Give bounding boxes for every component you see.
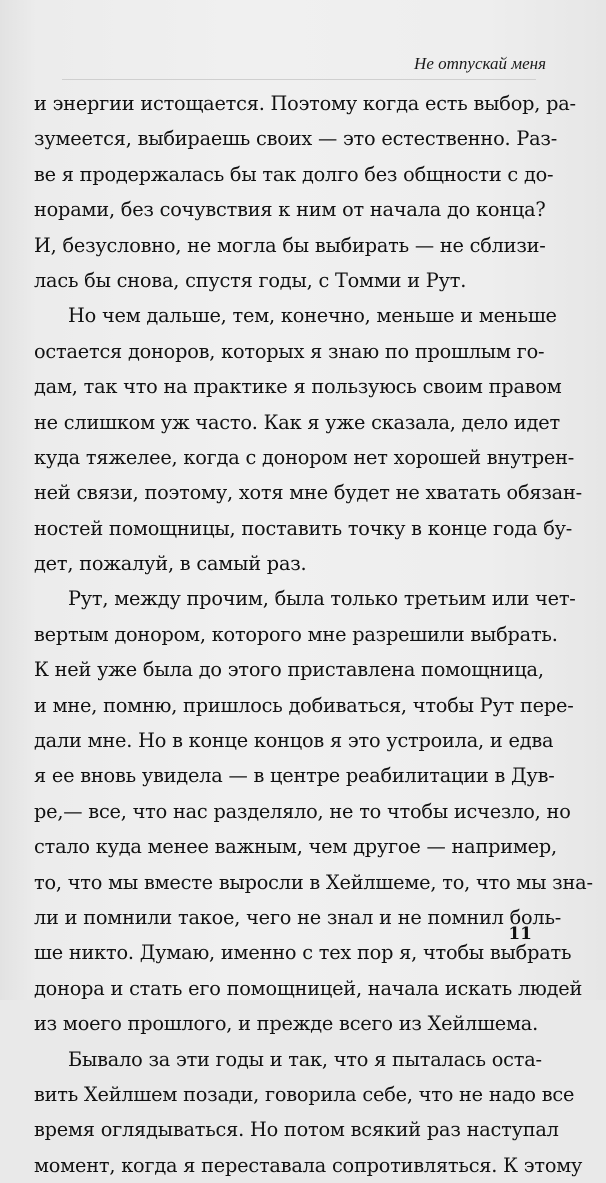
text-line: норами, без сочувствия к ним от начала до конца? bbox=[34, 198, 546, 222]
paragraph bbox=[34, 581, 593, 1041]
text-line: я ее вновь увидела — в центре реабилитации в Дув- bbox=[34, 764, 555, 788]
text-line: из моего прошлого, и прежде всего из Хейлшема. bbox=[34, 1012, 539, 1036]
text-line: дет, пожалуй, в самый раз. bbox=[34, 552, 307, 576]
text-line: стало куда менее важным, чем другое — например, bbox=[34, 835, 557, 859]
text-line: и энергии истощается. Поэтому когда есть выбор, ра- bbox=[34, 92, 576, 115]
running-head-title: Не отпускай меня bbox=[414, 54, 546, 73]
paragraph bbox=[34, 1042, 583, 1183]
text-line: Бывало за эти годы и так, что я пыталась оста- bbox=[68, 1047, 542, 1071]
text-line: зумеется, выбираешь своих — это естественно. Раз- bbox=[34, 127, 558, 151]
text-line: К ней уже была до этого приставлена помощница, bbox=[34, 658, 544, 682]
text-line: куда тяжелее, когда с донором нет хорошей внутрен- bbox=[34, 445, 575, 469]
text-line: И, безусловно, не могла бы выбирать — не сблизи- bbox=[34, 233, 546, 257]
text-line: вить Хейлшем позади, говорила себе, что не надо все bbox=[34, 1082, 575, 1106]
text-line: донора и стать его помощницей, начала искать людей bbox=[34, 976, 583, 1000]
text-line: момент, когда я переставала сопротивляться. К этому bbox=[34, 1153, 583, 1177]
text-line: лась бы снова, спустя годы, с Томми и Рут. bbox=[34, 268, 467, 292]
text-line: ше никто. Думаю, именно с тех пор я, чтобы выбрать bbox=[34, 941, 572, 965]
text-line: ре,— все, что нас разделяло, не то чтобы исчезло, но bbox=[34, 799, 571, 823]
body-text bbox=[34, 86, 593, 1183]
text-line: не слишком уж часто. Как я уже сказала, дело идет bbox=[34, 410, 560, 434]
text-line: вертым донором, которого мне разрешили выбрать. bbox=[34, 622, 558, 646]
header-rule bbox=[62, 79, 536, 80]
text-line: Но чем дальше, тем, конечно, меньше и меньше bbox=[68, 304, 557, 328]
text-line: ли и помнили такое, чего не знал и не помнил боль- bbox=[34, 905, 562, 929]
paragraph bbox=[34, 86, 576, 298]
paragraph bbox=[34, 298, 582, 581]
text-line: время оглядываться. Но потом всякий раз наступал bbox=[34, 1118, 559, 1142]
text-line: дали мне. Но в конце концов я это устроила, и едва bbox=[34, 729, 554, 753]
text-line: то, что мы вместе выросли в Хейлшеме, то, что мы зна- bbox=[34, 870, 593, 894]
text-line: ней связи, поэтому, хотя мне будет не хватать обязан- bbox=[34, 481, 582, 505]
text-line: ностей помощницы, поставить точку в конце года бу- bbox=[34, 516, 573, 540]
page-number: 11 bbox=[508, 924, 532, 944]
text-line: Рут, между прочим, была только третьим или чет- bbox=[68, 587, 576, 611]
text-line: и мне, помню, пришлось добиваться, чтобы Рут пере- bbox=[34, 693, 574, 717]
text-line: остается доноров, которых я знаю по прошлым го- bbox=[34, 339, 545, 363]
text-line: дам, так что на практике я пользуюсь своим правом bbox=[34, 375, 562, 399]
text-line: ве я продержалась бы так долго без общности с до- bbox=[34, 162, 554, 186]
